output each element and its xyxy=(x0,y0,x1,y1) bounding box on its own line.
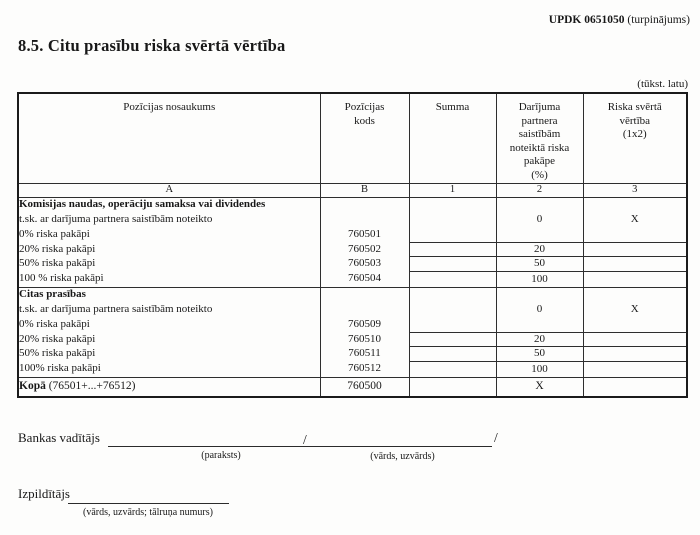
pakape-cell: 100 xyxy=(496,361,583,377)
header-line: noteiktā riska xyxy=(509,141,570,154)
header-line: Darījuma xyxy=(518,101,561,113)
header-line: Pozīcijas xyxy=(344,101,385,113)
col-header-riska-sverta xyxy=(583,93,687,183)
col-header-nosaukums: Pozīcijas nosaukums xyxy=(18,93,320,183)
pakape-cell: 100 xyxy=(496,271,583,287)
section1-risk-row-50 xyxy=(18,256,687,271)
name-caption: (vārds, uzvārds) xyxy=(370,451,435,462)
name-slash-close: / xyxy=(494,430,498,445)
total-code-cell: 760500 xyxy=(320,377,409,397)
summa-cell xyxy=(409,242,496,256)
header-line: pakāpe xyxy=(523,155,556,167)
section2-risk-row-50 xyxy=(18,346,687,361)
code-cell: 760504 xyxy=(320,271,409,287)
header-line: (%) xyxy=(531,168,548,181)
col-header-kods xyxy=(320,93,409,183)
header-line: vērtība xyxy=(619,114,651,127)
total-row xyxy=(18,377,687,397)
code-cell xyxy=(320,302,409,316)
code-cell xyxy=(320,212,409,226)
pakape-cell: 0 xyxy=(496,287,583,332)
column-key-a: A xyxy=(18,183,320,197)
row-label: 50% riska pakāpi xyxy=(18,346,320,361)
section1-title-row xyxy=(18,197,687,212)
section2-risk-row-20 xyxy=(18,332,687,346)
code-cell: 760502 xyxy=(320,242,409,256)
column-key-1: 1 xyxy=(409,183,496,197)
form-code-suffix: (turpinājums) xyxy=(624,14,690,26)
section1-title: Komisijas naudas, operāciju samaksa vai dividendes xyxy=(18,197,320,212)
name-slash-open: / xyxy=(303,432,307,447)
code-cell: 760512 xyxy=(320,361,409,377)
bank-manager-label: Bankas vadītājs xyxy=(18,430,100,445)
header-line: saistībām xyxy=(518,128,561,140)
total-label-bold: Kopā xyxy=(19,380,46,393)
row-label: 50% riska pakāpi xyxy=(18,256,320,271)
units-note: (tūkst. latu) xyxy=(637,78,688,90)
total-summa-cell xyxy=(409,377,496,397)
header-line: Riska svērtā xyxy=(607,101,662,113)
pakape-cell: 20 xyxy=(496,242,583,256)
section2-title-row xyxy=(18,287,687,302)
total-sverta-cell xyxy=(583,377,687,397)
summa-cell xyxy=(409,332,496,346)
header-line: (1x2) xyxy=(622,128,647,140)
pakape-cell: 20 xyxy=(496,332,583,346)
section2-risk-row-100 xyxy=(18,361,687,377)
section2-title: Citas prasības xyxy=(18,287,320,302)
col-header-summa: Summa xyxy=(409,93,496,183)
row-label: 20% riska pakāpi xyxy=(18,332,320,346)
code-cell: 760509 xyxy=(320,316,409,332)
executor-label: Izpildītājs xyxy=(18,486,70,501)
summa-cell xyxy=(409,256,496,271)
header-line: kods xyxy=(354,114,375,127)
sverta-cell xyxy=(583,242,687,256)
paraksts-caption: (paraksts) xyxy=(201,450,241,461)
row-label: 20% riska pakāpi xyxy=(18,242,320,256)
page-title: 8.5. Citu prasību riska svērtā vērtība xyxy=(18,36,286,55)
sverta-cell: X xyxy=(583,287,687,332)
code-cell: 760510 xyxy=(320,332,409,346)
pakape-cell: 0 xyxy=(496,197,583,242)
sverta-cell xyxy=(583,361,687,377)
risk-weighted-value-table xyxy=(17,92,688,398)
section1-risk-row-100 xyxy=(18,271,687,287)
column-key-b: B xyxy=(320,183,409,197)
executor-caption: (vārds, uzvārds; tālruņa numurs) xyxy=(83,507,213,518)
form-code-number: UPDK 0651050 xyxy=(548,14,625,26)
total-label-rest: (76501+...+76512) xyxy=(45,380,136,393)
form-code xyxy=(549,14,690,26)
sverta-cell: X xyxy=(583,197,687,242)
code-cell: 760511 xyxy=(320,346,409,361)
bank-manager-signature-line xyxy=(108,433,334,447)
section2-subtitle: t.sk. ar darījuma partnera saistībām noteikto xyxy=(18,302,320,316)
sverta-cell xyxy=(583,332,687,346)
summa-cell xyxy=(409,361,496,377)
sverta-cell xyxy=(583,271,687,287)
total-label-cell xyxy=(18,377,320,397)
code-cell xyxy=(320,287,409,302)
code-cell: 760503 xyxy=(320,256,409,271)
summa-cell xyxy=(409,287,496,332)
table-header-row xyxy=(18,93,687,183)
row-label: 0% riska pakāpi xyxy=(18,226,320,242)
code-cell: 760501 xyxy=(320,226,409,242)
column-key-3: 3 xyxy=(583,183,687,197)
executor-line xyxy=(68,490,229,504)
row-label: 100% riska pakāpi xyxy=(18,361,320,377)
code-cell xyxy=(320,197,409,212)
summa-cell xyxy=(409,346,496,361)
summa-cell xyxy=(409,271,496,287)
header-line: partnera xyxy=(521,114,558,127)
row-label: 0% riska pakāpi xyxy=(18,316,320,332)
pakape-cell: 50 xyxy=(496,346,583,361)
sverta-cell xyxy=(583,346,687,361)
pakape-cell: 50 xyxy=(496,256,583,271)
column-key-2: 2 xyxy=(496,183,583,197)
section1-subtitle: t.sk. ar darījuma partnera saistībām noteikto xyxy=(18,212,320,226)
section1-risk-row-20 xyxy=(18,242,687,256)
col-header-riska-pakape xyxy=(496,93,583,183)
row-label: 100 % riska pakāpi xyxy=(18,271,320,287)
column-key-row xyxy=(18,183,687,197)
sverta-cell xyxy=(583,256,687,271)
summa-cell xyxy=(409,197,496,242)
bank-manager-name-line xyxy=(313,433,492,447)
total-pakape-cell: X xyxy=(496,377,583,397)
